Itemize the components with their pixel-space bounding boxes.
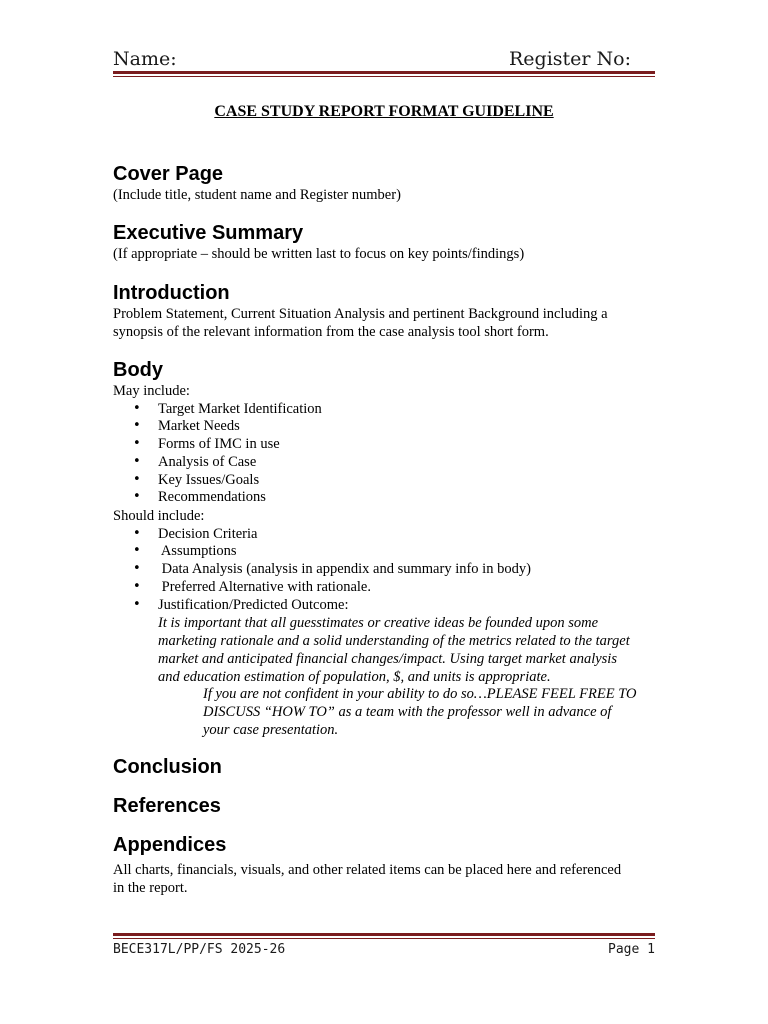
list-item: Preferred Alternative with rationale. [158,579,371,595]
introduction-heading: Introduction [113,282,230,304]
footer-rule-thin [113,938,655,939]
list-item: Assumptions [158,543,237,559]
header-rule-thick [113,71,655,74]
cover-page-text: (Include title, student name and Register number) [113,187,401,203]
appendices-line-1: All charts, financials, visuals, and other related items can be placed here and referenced [113,862,622,878]
should-include-label: Should include: [113,508,205,524]
italic-paragraph-line: marketing rationale and a solid understanding of the metrics related to the target [158,633,630,649]
note-line: If you are not confident in your ability to do so…PLEASE FEEL FREE TO [203,686,637,702]
introduction-line-1: Problem Statement, Current Situation Analysis and pertinent Background including a [113,306,608,322]
list-item: Forms of IMC in use [158,436,280,452]
italic-paragraph-line: and education estimation of population, $, and units is appropriate. [158,669,551,685]
note-line: DISCUSS “HOW TO” as a team with the professor well in advance of [203,704,612,720]
bullet-icon: • [133,401,141,416]
bullet-icon: • [133,436,141,451]
bullet-icon: • [133,454,141,469]
bullet-icon: • [133,526,141,541]
bullet-icon: • [133,418,141,433]
bullet-icon: • [133,472,141,487]
list-item: Target Market Identification [158,401,322,417]
executive-summary-text: (If appropriate – should be written last to focus on key points/findings) [113,246,525,262]
references-heading: References [113,795,221,817]
footer-course-code: BECE317L/PP/FS 2025-26 [113,942,286,957]
bullet-icon: • [133,597,141,612]
list-item: Analysis of Case [158,454,257,470]
page-title: CASE STUDY REPORT FORMAT GUIDELINE [214,103,554,120]
list-item: Decision Criteria [158,526,258,542]
header-rule-thin [113,76,655,77]
note-line: your case presentation. [203,722,339,738]
list-item: Market Needs [158,418,240,434]
footer-rule-thick [113,933,655,936]
list-item: Data Analysis (analysis in appendix and summary info in body) [158,561,531,577]
list-item: Recommendations [158,489,266,505]
italic-paragraph-line: It is important that all guesstimates or creative ideas be founded upon some [158,615,599,631]
cover-page-heading: Cover Page [113,163,224,185]
bullet-icon: • [133,543,141,558]
register-no-label: Register No: [509,48,632,70]
appendices-heading: Appendices [113,834,227,856]
list-item: Justification/Predicted Outcome: [158,597,349,613]
may-include-label: May include: [113,383,190,399]
body-heading: Body [113,359,163,381]
bullet-icon: • [133,579,141,594]
list-item: Key Issues/Goals [158,472,260,488]
italic-paragraph-line: market and anticipated financial changes/impact. Using target market analysis [158,651,617,667]
bullet-icon: • [133,561,141,576]
conclusion-heading: Conclusion [113,756,222,778]
bullet-icon: • [133,489,141,504]
appendices-line-2: in the report. [113,880,188,896]
name-label: Name: [113,48,177,70]
executive-summary-heading: Executive Summary [113,222,304,244]
introduction-line-2: synopsis of the relevant information from the case analysis tool short form. [113,324,549,340]
footer-page-number: Page 1 [608,942,655,957]
